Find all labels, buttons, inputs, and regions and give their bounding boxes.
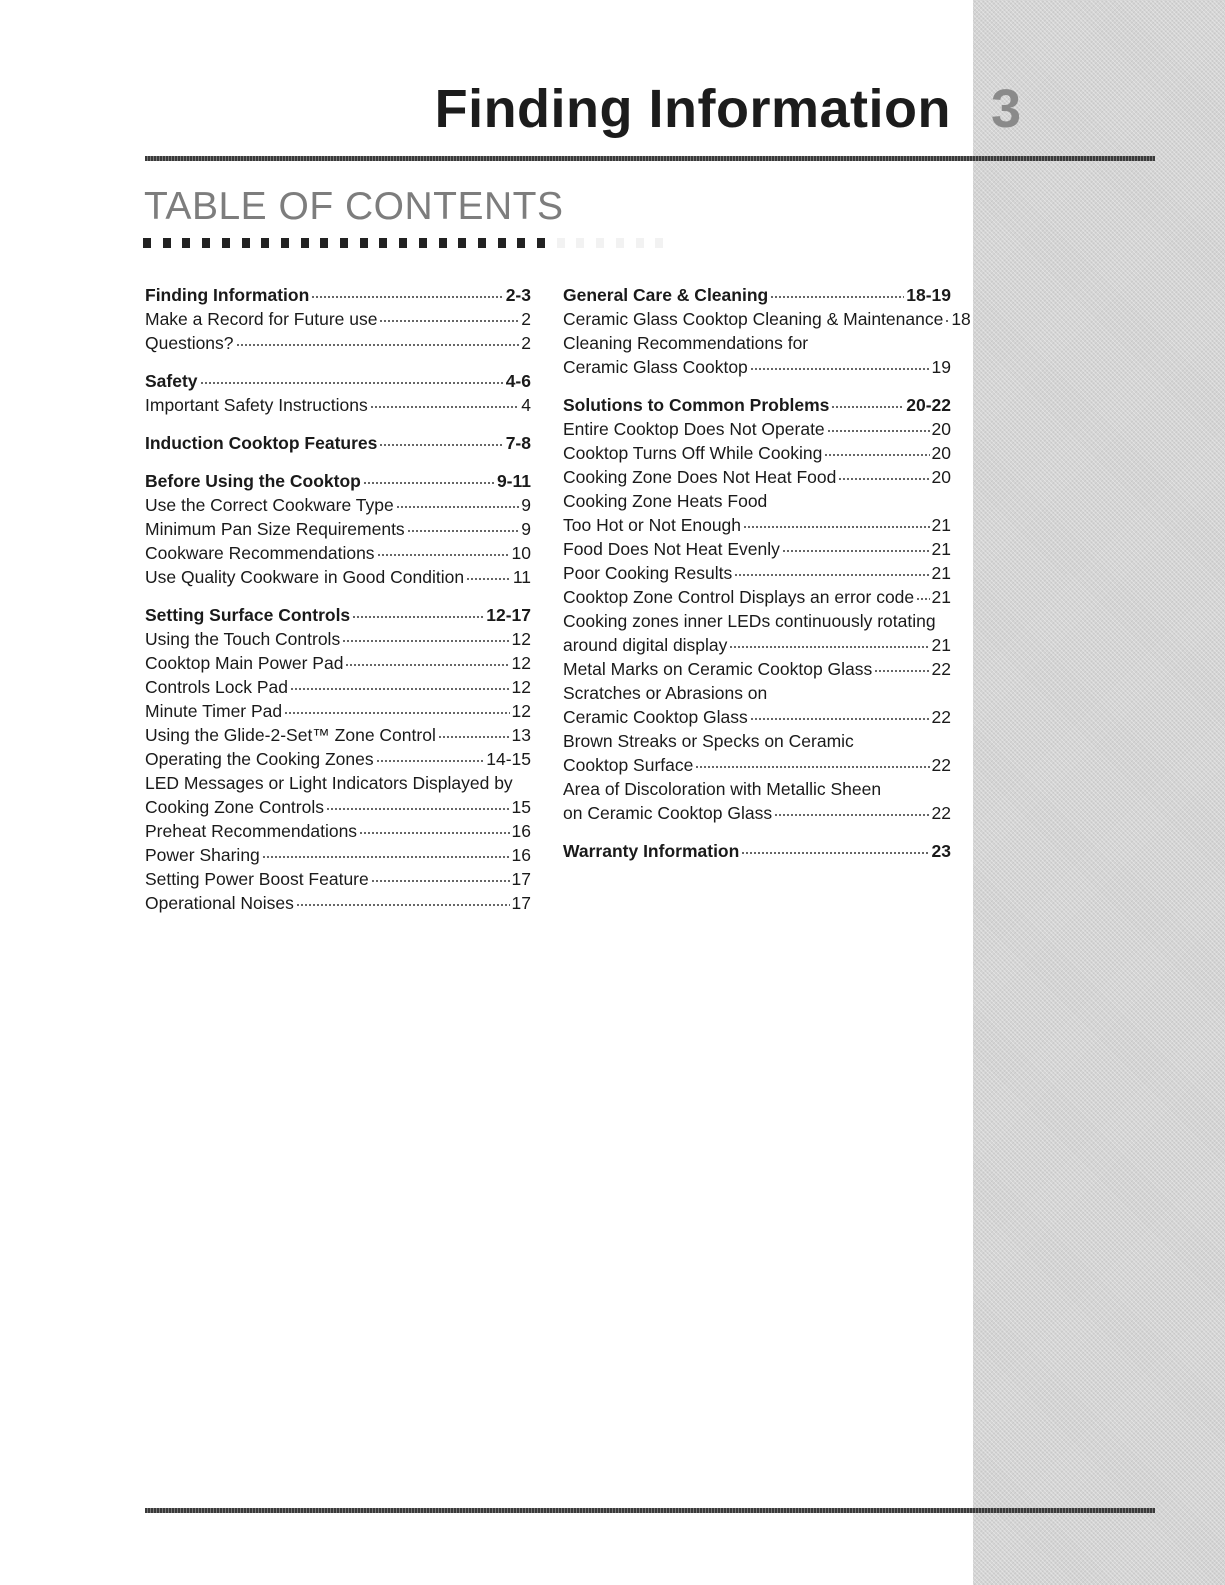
decorative-square: [281, 238, 289, 248]
toc-entry-label: Ceramic Cooktop Glass: [563, 707, 748, 727]
toc-entry-page: 2: [521, 333, 531, 353]
dot-leader: [296, 904, 510, 906]
dot-leader: [379, 320, 519, 322]
toc-entry-text: Cooking zones inner LEDs continuously rotating: [563, 611, 936, 631]
toc-entry: [563, 537, 951, 561]
toc-entry-label: around digital display: [563, 635, 728, 655]
decorative-square: [340, 238, 348, 248]
toc-entry-page: 22: [931, 755, 951, 775]
dot-leader: [750, 718, 930, 720]
toc-section-heading: [145, 431, 531, 455]
toc-entry-label: Make a Record for Future use: [145, 309, 378, 329]
dot-leader: [916, 598, 929, 600]
dot-leader: [407, 530, 520, 532]
dot-leader: [262, 856, 510, 858]
dot-leader: [782, 550, 930, 552]
decorative-square: [596, 238, 604, 248]
toc-entry-label: Ceramic Glass Cooktop Cleaning & Maintenance: [563, 309, 944, 329]
toc-entry-page: 20-22: [906, 395, 951, 415]
toc-entry: [563, 465, 951, 489]
page-number: 3: [990, 79, 1022, 139]
toc-entry-page: 12: [511, 701, 531, 721]
toc-section-heading: [563, 839, 951, 863]
toc-entry-label: Questions?: [145, 333, 234, 353]
dot-leader: [741, 852, 929, 854]
dot-leader: [874, 670, 929, 672]
dot-leader: [770, 296, 904, 298]
toc-entry: [563, 307, 971, 331]
toc-entry: [563, 753, 951, 777]
toc-entry-page: 11: [512, 567, 531, 587]
toc-entry-page: 20: [931, 443, 951, 463]
decorative-square: [360, 238, 368, 248]
toc-entry-page: 12: [511, 629, 531, 649]
toc-entry-label: Important Safety Instructions: [145, 395, 368, 415]
toc-entry-label: Before Using the Cooktop: [145, 471, 361, 491]
toc-entry-page: 18: [951, 309, 971, 329]
toc-entry-page: 20: [931, 419, 951, 439]
decorative-square-row: [143, 238, 1163, 248]
dot-leader: [345, 664, 509, 666]
toc-entry-page: 10: [511, 543, 531, 563]
toc-entry-page: 18-19: [906, 285, 951, 305]
decorative-square: [636, 238, 644, 248]
decorative-square: [320, 238, 328, 248]
toc-entry-page: 2: [521, 309, 531, 329]
dot-leader: [370, 406, 520, 408]
toc-section-heading: [145, 603, 531, 627]
toc-entry-label: Induction Cooktop Features: [145, 433, 378, 453]
toc-entry-page: 21: [931, 515, 951, 535]
footer-rule: [145, 1508, 1155, 1513]
decorative-square: [537, 238, 545, 248]
toc-title: TABLE OF CONTENTS: [144, 185, 564, 228]
toc-entry-page: 9: [521, 495, 531, 515]
decorative-square: [458, 238, 466, 248]
decorative-square: [379, 238, 387, 248]
decorative-square: [498, 238, 506, 248]
decorative-square: [261, 238, 269, 248]
toc-entry: [563, 561, 951, 585]
toc-entry-page: 9: [521, 519, 531, 539]
toc-entry-label: Minimum Pan Size Requirements: [145, 519, 405, 539]
dot-leader: [695, 766, 929, 768]
toc-entry-page: 22: [931, 707, 951, 727]
toc-entry-label: Cooktop Main Power Pad: [145, 653, 344, 673]
toc-section-heading: [563, 393, 951, 417]
toc-entry-page: 17: [511, 869, 531, 889]
dot-leader: [200, 382, 504, 384]
dot-leader: [359, 832, 509, 834]
toc-entry-page: 16: [511, 821, 531, 841]
toc-entry: [145, 819, 531, 843]
toc-section-heading: [145, 469, 531, 493]
dot-leader: [284, 712, 509, 714]
toc-entry-page: 7-8: [505, 433, 531, 453]
toc-entry: [145, 331, 531, 355]
decorative-square: [576, 238, 584, 248]
toc-entry-label: Safety: [145, 371, 198, 391]
dot-leader: [342, 640, 509, 642]
toc-entry-label: Operating the Cooking Zones: [145, 749, 374, 769]
toc-entry-label: Finding Information: [145, 285, 310, 305]
toc-entry-label: Use the Correct Cookware Type: [145, 495, 394, 515]
decorative-square: [301, 238, 309, 248]
dot-leader: [236, 344, 520, 346]
toc-entry-page: 19: [931, 357, 951, 377]
toc-entry-page: 21: [931, 539, 951, 559]
toc-entry-page: 12: [511, 677, 531, 697]
dot-leader: [729, 646, 929, 648]
toc-entry: [145, 517, 531, 541]
decorative-square: [655, 238, 663, 248]
toc-entry: [145, 493, 531, 517]
toc-entry-label: Cooktop Turns Off While Cooking: [563, 443, 823, 463]
dot-leader: [352, 616, 484, 618]
toc-entry-label: Cooktop Surface: [563, 755, 694, 775]
toc-entry: [145, 699, 531, 723]
decorative-square: [439, 238, 447, 248]
dot-leader: [734, 574, 929, 576]
toc-entry: [145, 867, 531, 891]
toc-entry-text: Cooking Zone Heats Food: [563, 491, 768, 511]
dot-leader: [363, 482, 495, 484]
toc-entry: [563, 441, 951, 465]
toc-entry-page: 15: [511, 797, 531, 817]
dot-leader: [396, 506, 520, 508]
toc-entry-label: Too Hot or Not Enough: [563, 515, 742, 535]
toc-entry: [563, 585, 951, 609]
dot-leader: [743, 526, 930, 528]
toc-entry-text: Area of Discoloration with Metallic Sheen: [563, 779, 882, 799]
toc-entry-page: 9-11: [496, 471, 531, 491]
decorative-square: [419, 238, 427, 248]
decorative-square: [242, 238, 250, 248]
toc-section-heading: [145, 369, 531, 393]
dot-leader: [831, 406, 904, 408]
toc-entry-page: 4: [521, 395, 531, 415]
dot-leader: [774, 814, 929, 816]
toc-entry-label: Controls Lock Pad: [145, 677, 288, 697]
toc-entry-label: Poor Cooking Results: [563, 563, 733, 583]
toc-entry: [563, 355, 951, 379]
toc-entry-label: Operational Noises: [145, 893, 294, 913]
dot-leader: [750, 368, 930, 370]
toc-entry: [145, 307, 531, 331]
toc-entry-page: 16: [511, 845, 531, 865]
toc-entry-label: Use Quality Cookware in Good Condition: [145, 567, 465, 587]
toc-section-heading: [145, 283, 531, 307]
decorative-square: [222, 238, 230, 248]
toc-entry-text: LED Messages or Light Indicators Displayed by: [145, 773, 513, 793]
decorative-square: [478, 238, 486, 248]
page-header-title: Finding Information: [434, 79, 951, 139]
toc-entry-label: Using the Touch Controls: [145, 629, 341, 649]
decorative-square: [557, 238, 565, 248]
toc-entry-label: on Ceramic Cooktop Glass: [563, 803, 773, 823]
decorative-square: [399, 238, 407, 248]
dot-leader: [827, 430, 930, 432]
toc-entry-label: Minute Timer Pad: [145, 701, 283, 721]
dot-leader: [377, 554, 510, 556]
header-rule: [145, 156, 1155, 161]
dot-leader: [438, 736, 510, 738]
toc-entry-label: Ceramic Glass Cooktop: [563, 357, 748, 377]
toc-entry: [145, 393, 531, 417]
toc-entry-page: 20: [931, 467, 951, 487]
toc-entry: [563, 513, 951, 537]
decorative-square: [182, 238, 190, 248]
toc-entry-page: 22: [931, 659, 951, 679]
toc-left-column: [145, 283, 531, 915]
dot-leader: [326, 808, 510, 810]
toc-entry-label: Cookware Recommendations: [145, 543, 375, 563]
toc-entry-page: 13: [511, 725, 531, 745]
dot-leader: [311, 296, 503, 298]
decorative-square: [517, 238, 525, 248]
decorative-square: [616, 238, 624, 248]
toc-entry: [145, 565, 531, 589]
toc-entry-page: 14-15: [486, 749, 531, 769]
toc-entry-page: 2-3: [505, 285, 531, 305]
toc-entry-label: Entire Cooktop Does Not Operate: [563, 419, 825, 439]
toc-entry: [145, 675, 531, 699]
toc-entry-page: 21: [931, 587, 951, 607]
toc-entry-page: 4-6: [505, 371, 531, 391]
toc-entry: [563, 633, 951, 657]
toc-entry-page: 17: [511, 893, 531, 913]
toc-entry: [145, 723, 531, 747]
dot-leader: [290, 688, 510, 690]
toc-entry: [145, 541, 531, 565]
toc-entry-text: Cleaning Recommendations for: [563, 333, 809, 353]
toc-entry: [145, 747, 531, 771]
toc-entry-text: Brown Streaks or Specks on Ceramic: [563, 731, 854, 751]
toc-section-heading: [563, 283, 951, 307]
toc-entry-text: Scratches or Abrasions on: [563, 683, 768, 703]
toc-entry: [563, 801, 951, 825]
decorative-square: [163, 238, 171, 248]
toc-entry-page: 22: [931, 803, 951, 823]
toc-entry-label: Setting Surface Controls: [145, 605, 351, 625]
toc-entry-label: Preheat Recommendations: [145, 821, 358, 841]
dot-leader: [379, 444, 503, 446]
toc-entry-page: 23: [931, 841, 951, 861]
dot-leader: [371, 880, 510, 882]
toc-entry-page: 21: [931, 563, 951, 583]
toc-entry-label: Cooking Zone Controls: [145, 797, 324, 817]
toc-entry: [563, 417, 951, 441]
toc-entry-label: Metal Marks on Ceramic Cooktop Glass: [563, 659, 873, 679]
toc-entry: [563, 657, 951, 681]
toc-entry: [145, 843, 531, 867]
dot-leader: [824, 454, 929, 456]
toc-entry-label: Food Does Not Heat Evenly: [563, 539, 780, 559]
dot-leader: [466, 578, 511, 580]
dot-leader: [838, 478, 929, 480]
dot-leader: [945, 320, 949, 322]
toc-entry: [145, 651, 531, 675]
toc-entry-label: Warranty Information: [563, 841, 740, 861]
decorative-square: [202, 238, 210, 248]
toc-entry-label: Using the Glide-2-Set™ Zone Control: [145, 725, 436, 745]
toc-entry-label: Power Sharing: [145, 845, 260, 865]
toc-entry: [145, 627, 531, 651]
toc-entry-page: 12: [511, 653, 531, 673]
toc-right-column: [563, 283, 971, 863]
toc-entry-page: 21: [931, 635, 951, 655]
dot-leader: [376, 760, 485, 762]
toc-entry: [145, 891, 531, 915]
decorative-square: [143, 238, 151, 248]
toc-entry-label: Setting Power Boost Feature: [145, 869, 369, 889]
toc-entry-label: Cooktop Zone Control Displays an error code: [563, 587, 915, 607]
toc-entry-label: General Care & Cleaning: [563, 285, 769, 305]
toc-entry-label: Solutions to Common Problems: [563, 395, 830, 415]
toc-entry-label: Cooking Zone Does Not Heat Food: [563, 467, 837, 487]
toc-entry: [563, 705, 951, 729]
toc-entry-page: 12-17: [486, 605, 531, 625]
toc-entry: [145, 795, 531, 819]
